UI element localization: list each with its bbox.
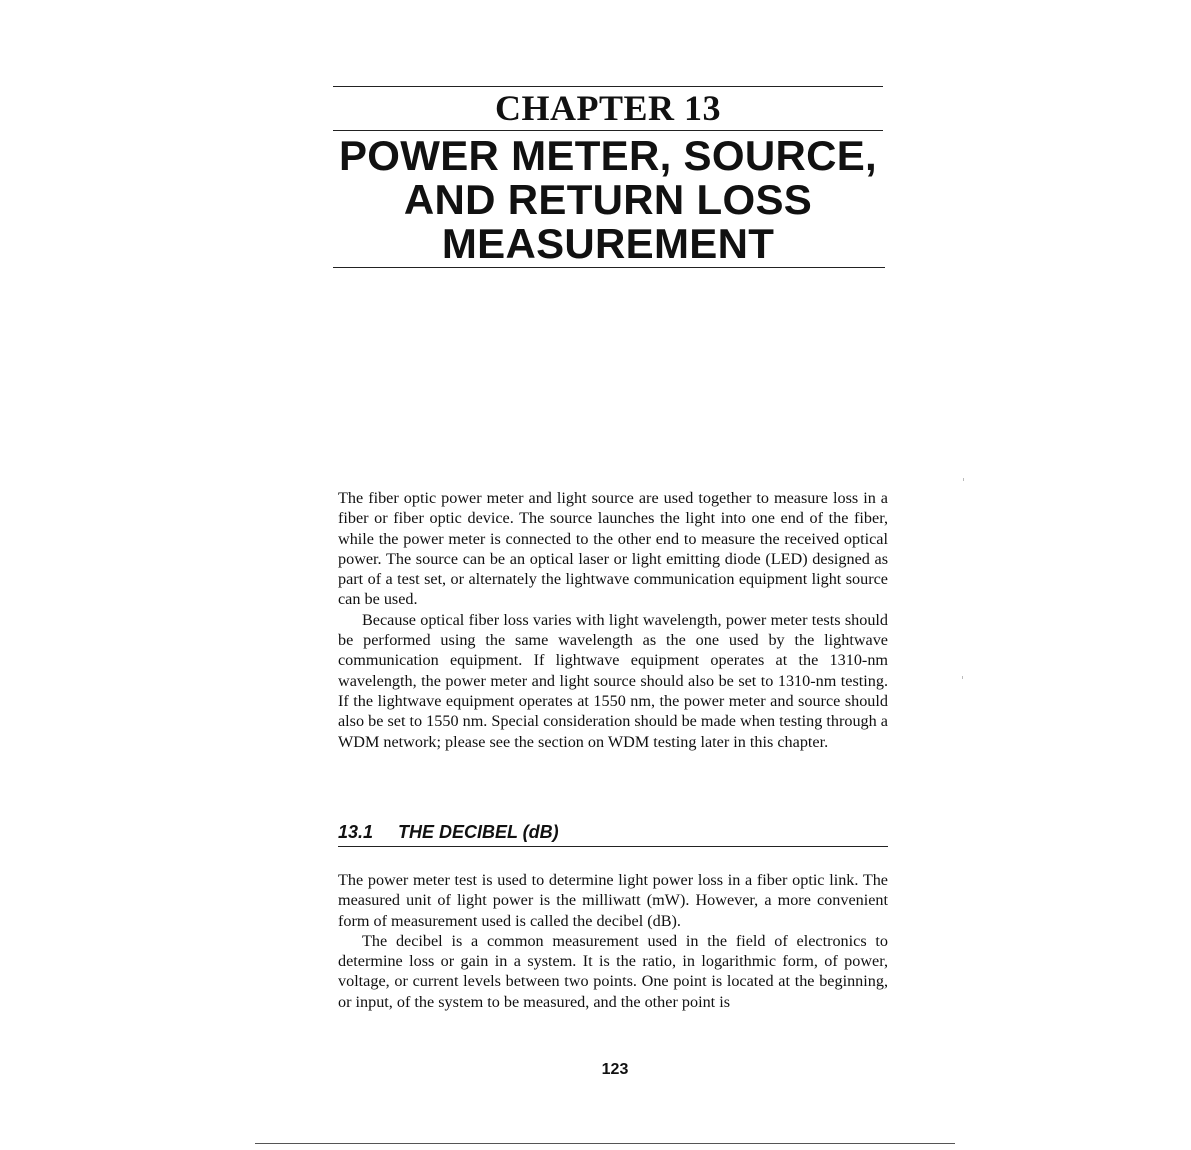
intro-paragraph-2: Because optical fiber loss varies with light wavelength, power meter tests should be performed using the same wavelength as the one used by the lightwave communication equipment. If lightwave equipment operates at the 1310-nm wavelength, the power meter and light source should also be set to 1310-nm testing. If the lightwave equipment operates at 1550 nm, the power meter and source should also be set to 1550 nm. Special consideration should be made when testing through a WDM network; please see the section on WDM testing later in this chapter. (338, 610, 888, 751)
section-text (338, 870, 888, 1012)
intro-paragraph-1: The fiber optic power meter and light source are used together to measure loss in a fiber or fiber optic device. The source launches the light into one end of the fiber, while the power meter is connected to the other end to measure the received optical power. The source can be an optical laser or light emitting diode (LED) designed as part of a test set, or alternately the lightwave communication equipment light source can be used. (338, 489, 888, 609)
chapter-title-line-3: MEASUREMENT (441, 220, 775, 267)
scan-speck-1 (963, 478, 964, 481)
chapter-mid-rule (333, 130, 883, 131)
page-number: 123 (601, 1061, 629, 1078)
chapter-label: CHAPTER 13 (494, 88, 721, 128)
section-heading (338, 820, 888, 844)
section-paragraph-1: The power meter test is used to determine light power loss in a fiber optic link. The measured unit of light power is the milliwatt (mW). However, a more convenient form of measurement used is called the decibel (dB). (338, 871, 888, 930)
chapter-title (333, 134, 883, 266)
section-number: 13.1 (338, 822, 374, 842)
section-rule (338, 846, 888, 847)
chapter-title-line-2: AND RETURN LOSS (403, 176, 813, 223)
intro-text (338, 488, 888, 752)
chapter-bottom-rule (333, 267, 885, 268)
section-title: THE DECIBEL (dB) (398, 822, 559, 842)
scan-edge-line (255, 1143, 955, 1144)
chapter-title-line-1: POWER METER, SOURCE, (338, 132, 878, 179)
scan-speck-2 (962, 676, 963, 679)
section-paragraph-2: The decibel is a common measurement used in the field of electronics to determine loss or gain in a system. It is the ratio, in logarithmic form, of power, voltage, or current levels between two points. One point is located at the beginning, or input, of the system to be measured, and the other point is (338, 931, 888, 1011)
